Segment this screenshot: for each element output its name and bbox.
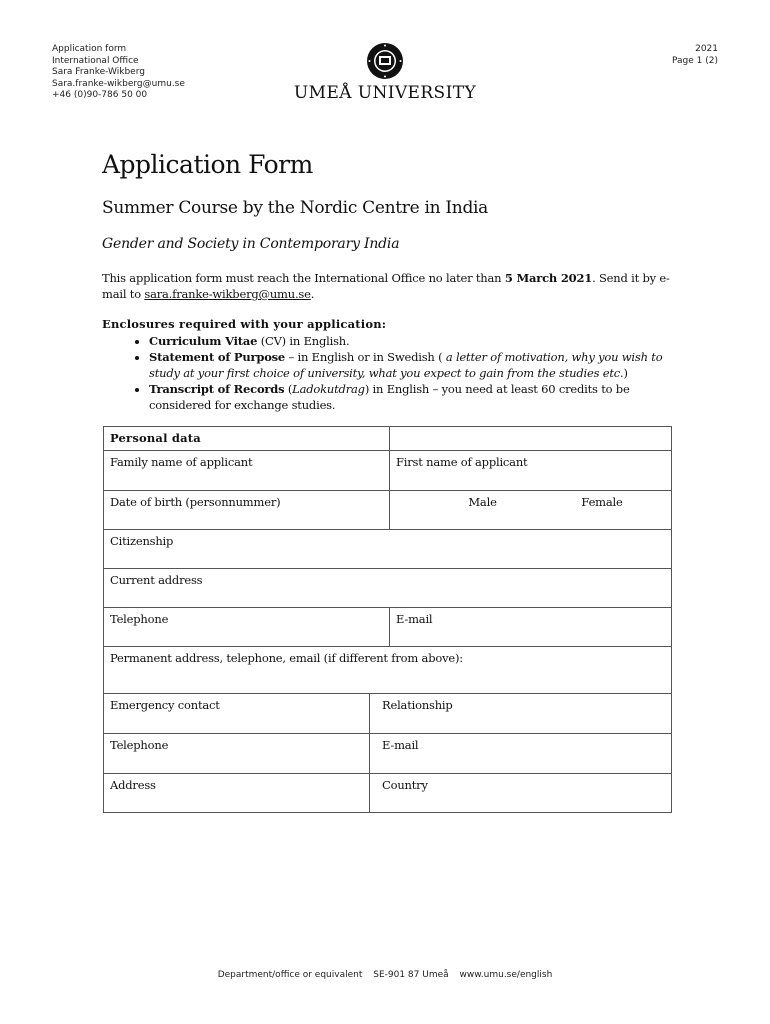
intro-paragraph [102,270,682,302]
relationship-field[interactable] [370,694,672,734]
intro-text: . [310,287,315,301]
field-label: Permanent address, telephone, email (if different from above): [110,651,463,665]
field-label: Date of birth (personnummer) [110,495,281,509]
field-label: Emergency contact [110,698,220,712]
family-name-field[interactable] [104,451,390,491]
emergency-country-field[interactable] [370,774,672,813]
first-name-field[interactable] [390,451,672,491]
deadline: 5 March 2021 [504,271,593,285]
enclosure-note: Ladokutdrag [292,382,365,396]
intro-text: . Send it by e-mail to [102,271,670,301]
field-label: Telephone [110,612,169,626]
footer-department: Department/office or equivalent [217,970,363,980]
header-line: +46 (0)90-786 50 00 [52,90,148,100]
header-page-number: Page 1 (2) [672,55,718,66]
table-row [104,647,672,694]
header-line: Sara Franke-Wikberg [52,67,145,77]
empty-cell [390,427,672,451]
field-label: Country [382,778,428,792]
table-row [104,427,672,451]
current-address-field[interactable] [104,569,672,608]
table-row [104,694,672,734]
enclosures-heading: Enclosures required with your application: [102,317,387,331]
enclosure-name: Transcript of Records [149,382,285,396]
field-label: E-mail [396,612,433,626]
field-label: Family name of applicant [110,455,253,469]
table-row [104,608,672,647]
table-row [104,530,672,569]
field-label: E-mail [382,738,419,752]
enclosure-text: – in English or in Swedish ( [285,350,446,364]
email-field[interactable] [390,608,672,647]
emergency-email-field[interactable] [370,734,672,774]
page-footer [0,970,770,980]
header-year: 2021 [695,44,718,54]
personal-data-heading [104,427,390,451]
header-page-info [672,44,718,67]
table-row [104,451,672,491]
header-line: Application form [52,44,127,54]
contact-email-link[interactable]: sara.franke-wikberg@umu.se [144,287,311,301]
field-label: Telephone [110,738,169,752]
emergency-address-field[interactable] [104,774,370,813]
section-label: Personal data [110,431,201,445]
field-label: Current address [110,573,203,587]
enclosure-text: (CV) in English. [257,334,350,348]
enclosure-note: a letter of motivation, why you wish to study at your first choice of university, what you expect to gain from the studies etc. [149,350,663,380]
enclosure-text: ( [284,382,293,396]
enclosure-name: Curriculum Vitae [149,334,258,348]
field-label: Address [110,778,156,792]
enclosure-text: ) [623,366,628,380]
male-option[interactable]: Male [468,495,497,509]
telephone-field[interactable] [104,608,390,647]
footer-website-link[interactable]: www.umu.se/english [459,970,553,980]
header-line: International Office [52,55,139,66]
field-label: First name of applicant [396,455,528,469]
university-seal-icon [366,42,404,80]
list-item [149,333,677,349]
field-label: Relationship [382,698,453,712]
header-sender-info [52,44,185,102]
citizenship-field[interactable] [104,530,672,569]
permanent-address-field[interactable] [104,647,672,694]
enclosures-list [102,333,677,413]
table-row [104,734,672,774]
table-row [104,569,672,608]
university-name: UMEÅ UNIVERSITY [293,83,477,103]
intro-text: This application form must reach the International Office no later than [102,271,505,285]
emergency-telephone-field[interactable] [104,734,370,774]
table-row [104,774,672,813]
page-title: Application Form [102,150,313,179]
table-row [104,491,672,530]
enclosure-name: Statement of Purpose [149,350,286,364]
university-logo [290,42,480,103]
course-name: Gender and Society in Contemporary India [102,236,400,252]
gender-field[interactable] [390,491,672,530]
list-item [149,381,677,413]
enclosure-text: ) in English – you need at least 60 credits to be considered for exchange studies. [149,382,630,412]
emergency-contact-field[interactable] [104,694,370,734]
header-line: Sara.franke-wikberg@umu.se [52,78,185,89]
list-item [149,349,677,381]
application-form-table [103,426,672,813]
footer-address: SE-901 87 Umeå [373,970,449,980]
female-option[interactable]: Female [581,495,623,509]
date-of-birth-field[interactable] [104,491,390,530]
field-label: Citizenship [110,534,174,548]
page-subtitle: Summer Course by the Nordic Centre in India [102,198,488,218]
